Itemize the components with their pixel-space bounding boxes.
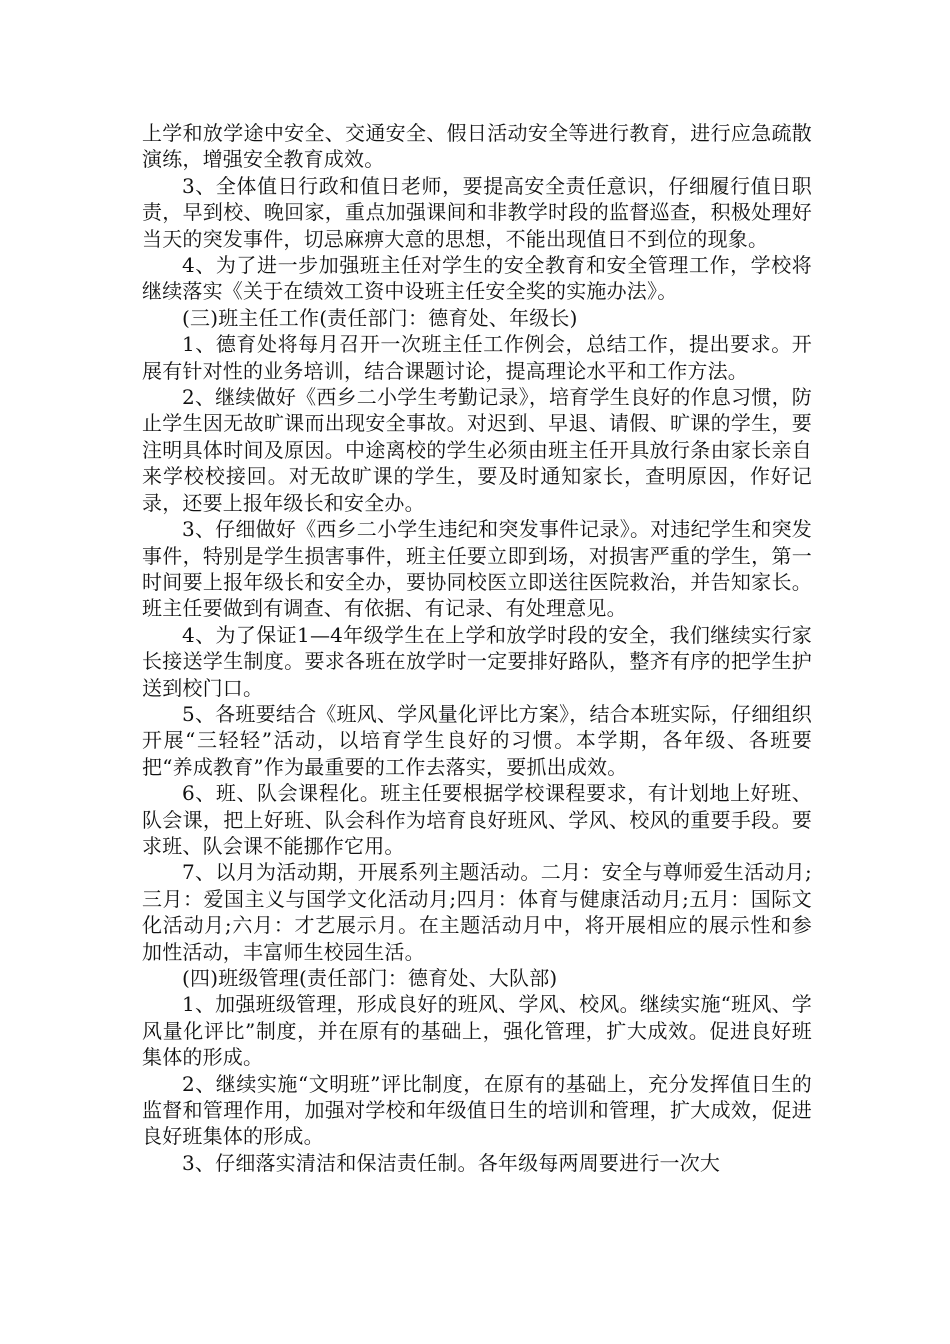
- paragraph: 上学和放学途中安全、交通安全、假日活动安全等进行教育，进行应急疏散演练，增强安全教育成效。: [142, 121, 812, 172]
- paragraph: 2、继续实施“文明班”评比制度，在原有的基础上，充分发挥值日生的监督和管理作用，加强对学校和年级值日生的培训和管理，扩大成效，促进良好班集体的形成。: [142, 1071, 812, 1149]
- paragraph: 1、加强班级管理，形成良好的班风、学风、校风。继续实施“班风、学风量化评比”制度，并在原有的基础上，强化管理，扩大成效。促进良好班集体的形成。: [142, 992, 812, 1070]
- paragraph: 3、仔细做好《西乡二小学生违纪和突发事件记录》。对违纪学生和突发事件，特别是学生损害事件，班主任要立即到场，对损害严重的学生，第一时间要上报年级长和安全办，要协同校医立即送往医院救治，并告知家长。班主任要做到有调查、有依据、有记录、有处理意见。: [142, 517, 812, 621]
- paragraph: 4、为了进一步加强班主任对学生的安全教育和安全管理工作，学校将继续落实《关于在绩效工资中设班主任安全奖的实施办法》。: [142, 253, 812, 304]
- paragraph: 1、德育处将每月召开一次班主任工作例会，总结工作，提出要求。开展有针对性的业务培训，结合课题讨论，提高理论水平和工作方法。: [142, 332, 812, 383]
- paragraph: 5、各班要结合《班风、学风量化评比方案》，结合本班实际，仔细组织开展“三轻轻”活动，以培育学生良好的习惯。本学期，各年级、各班要把“养成教育”作为最重要的工作去落实，要抓出成效。: [142, 701, 812, 779]
- section-heading: (四)班级管理(责任部门：德育处、大队部): [182, 966, 558, 990]
- paragraph: 7、以月为活动期，开展系列主题活动。二月：安全与尊师爱生活动月;三月：爱国主义与国学文化活动月;四月：体育与健康活动月;五月：国际文化活动月;六月：才艺展示月。在主题活动月中，将开展相应的展示性和参加性活动，丰富师生校园生活。: [142, 860, 812, 964]
- paragraph: 2、继续做好《西乡二小学生考勤记录》，培育学生良好的作息习惯，防止学生因无故旷课而出现安全事故。对迟到、早退、请假、旷课的学生，要注明具体时间及原因。中途离校的学生必须由班主任开具放行条由家长亲自来学校校接回。对无故旷课的学生，要及时通知家长，查明原因，作好记录，还要上报年级长和安全办。: [142, 385, 812, 515]
- paragraph: 3、仔细落实清洁和保洁责任制。各年级每两周要进行一次大: [182, 1150, 721, 1175]
- section-heading: (三)班主任工作(责任部门：德育处、年级长): [182, 305, 578, 330]
- paragraph: 4、为了保证1—4年级学生在上学和放学时段的安全，我们继续实行家长接送学生制度。要求各班在放学时一定要排好路队，整齐有序的把学生护送到校门口。: [142, 622, 812, 700]
- document-body: [142, 120, 812, 1176]
- paragraph: 6、班、队会课程化。班主任要根据学校课程要求，有计划地上好班、队会课，把上好班、队会科作为培育良好班风、学风、校风的重要手段。要求班、队会课不能挪作它用。: [142, 781, 812, 858]
- paragraph: 3、全体值日行政和值日老师，要提高安全责任意识，仔细履行值日职责，早到校、晚回家，重点加强课间和非教学时段的监督巡查，积极处理好当天的突发事件，切忌麻痹大意的思想，不能出现值日不到位的现象。: [142, 173, 812, 251]
